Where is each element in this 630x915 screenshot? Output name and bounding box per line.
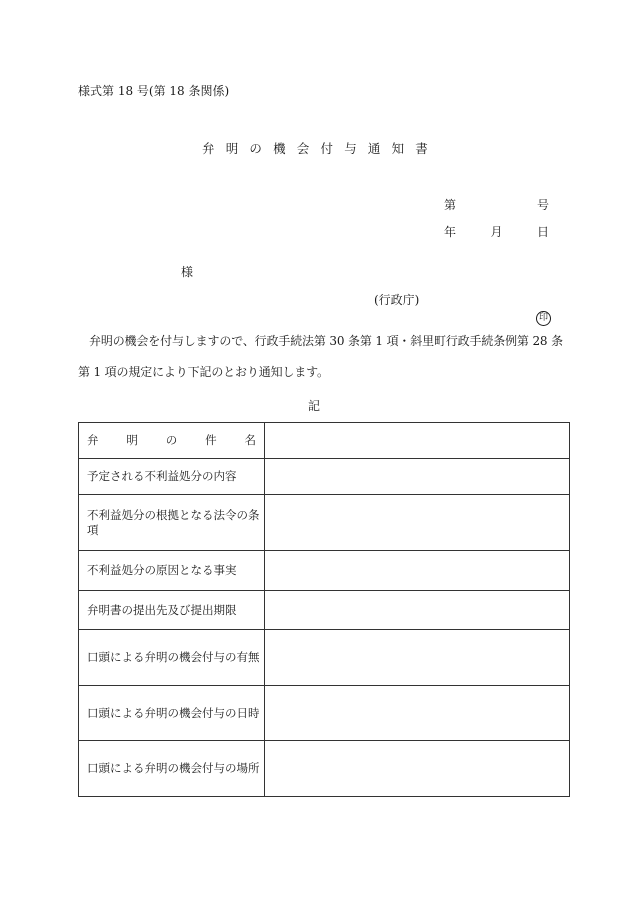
date-year: 年 bbox=[444, 225, 457, 239]
table-row bbox=[79, 495, 570, 551]
body-text-line-1: 弁明の機会を付与しますので、行政手続法第 30 条第 1 項・斜里町行政手続条例第 28 条 bbox=[89, 334, 563, 348]
row-label: 予定される不利益処分の内容 bbox=[79, 459, 265, 495]
addressee: 様 bbox=[181, 265, 194, 279]
table-row bbox=[79, 551, 570, 591]
row-label: 口頭による弁明の機会付与の場所 bbox=[79, 741, 265, 797]
row-value[interactable] bbox=[265, 551, 570, 591]
date-day: 日 bbox=[536, 225, 549, 239]
number-suffix: 号 bbox=[536, 198, 549, 212]
row-label bbox=[79, 423, 265, 459]
row-value[interactable] bbox=[265, 686, 570, 741]
label-char: 件 bbox=[205, 433, 217, 447]
table-row bbox=[79, 459, 570, 495]
issuing-agency: (行政庁) bbox=[374, 293, 420, 307]
body-text-line-2: 第 1 項の規定により下記のとおり通知します。 bbox=[78, 365, 329, 379]
table-row bbox=[79, 591, 570, 630]
row-value[interactable] bbox=[265, 741, 570, 797]
table-row bbox=[79, 741, 570, 797]
row-label: 口頭による弁明の機会付与の有無 bbox=[79, 630, 265, 686]
label-char: 明 bbox=[126, 433, 138, 447]
document-title: 弁明の機会付与通知書 bbox=[202, 141, 440, 156]
row-value[interactable] bbox=[265, 459, 570, 495]
row-label: 弁明書の提出先及び提出期限 bbox=[79, 591, 265, 630]
row-label: 不利益処分の根拠となる法令の条項 bbox=[79, 495, 265, 551]
label-char: 弁 bbox=[87, 433, 99, 447]
date-line bbox=[444, 226, 549, 238]
row-value[interactable] bbox=[265, 423, 570, 459]
number-prefix: 第 bbox=[444, 198, 457, 212]
row-label: 口頭による弁明の機会付与の日時 bbox=[79, 686, 265, 741]
seal-mark: 印 bbox=[536, 311, 551, 326]
table-row bbox=[79, 423, 570, 459]
row-label: 不利益処分の原因となる事実 bbox=[79, 551, 265, 591]
form-number: 様式第 18 号(第 18 条関係) bbox=[78, 84, 230, 98]
label-char: の bbox=[165, 433, 178, 447]
row-value[interactable] bbox=[265, 630, 570, 686]
details-table bbox=[78, 422, 570, 797]
ki-heading: 記 bbox=[308, 399, 321, 413]
label-char: 名 bbox=[244, 433, 256, 447]
table-row bbox=[79, 686, 570, 741]
document-number-line bbox=[444, 199, 549, 211]
row-label-spaced bbox=[87, 433, 260, 448]
row-value[interactable] bbox=[265, 495, 570, 551]
row-value[interactable] bbox=[265, 591, 570, 630]
date-month: 月 bbox=[490, 225, 503, 239]
table-row bbox=[79, 630, 570, 686]
